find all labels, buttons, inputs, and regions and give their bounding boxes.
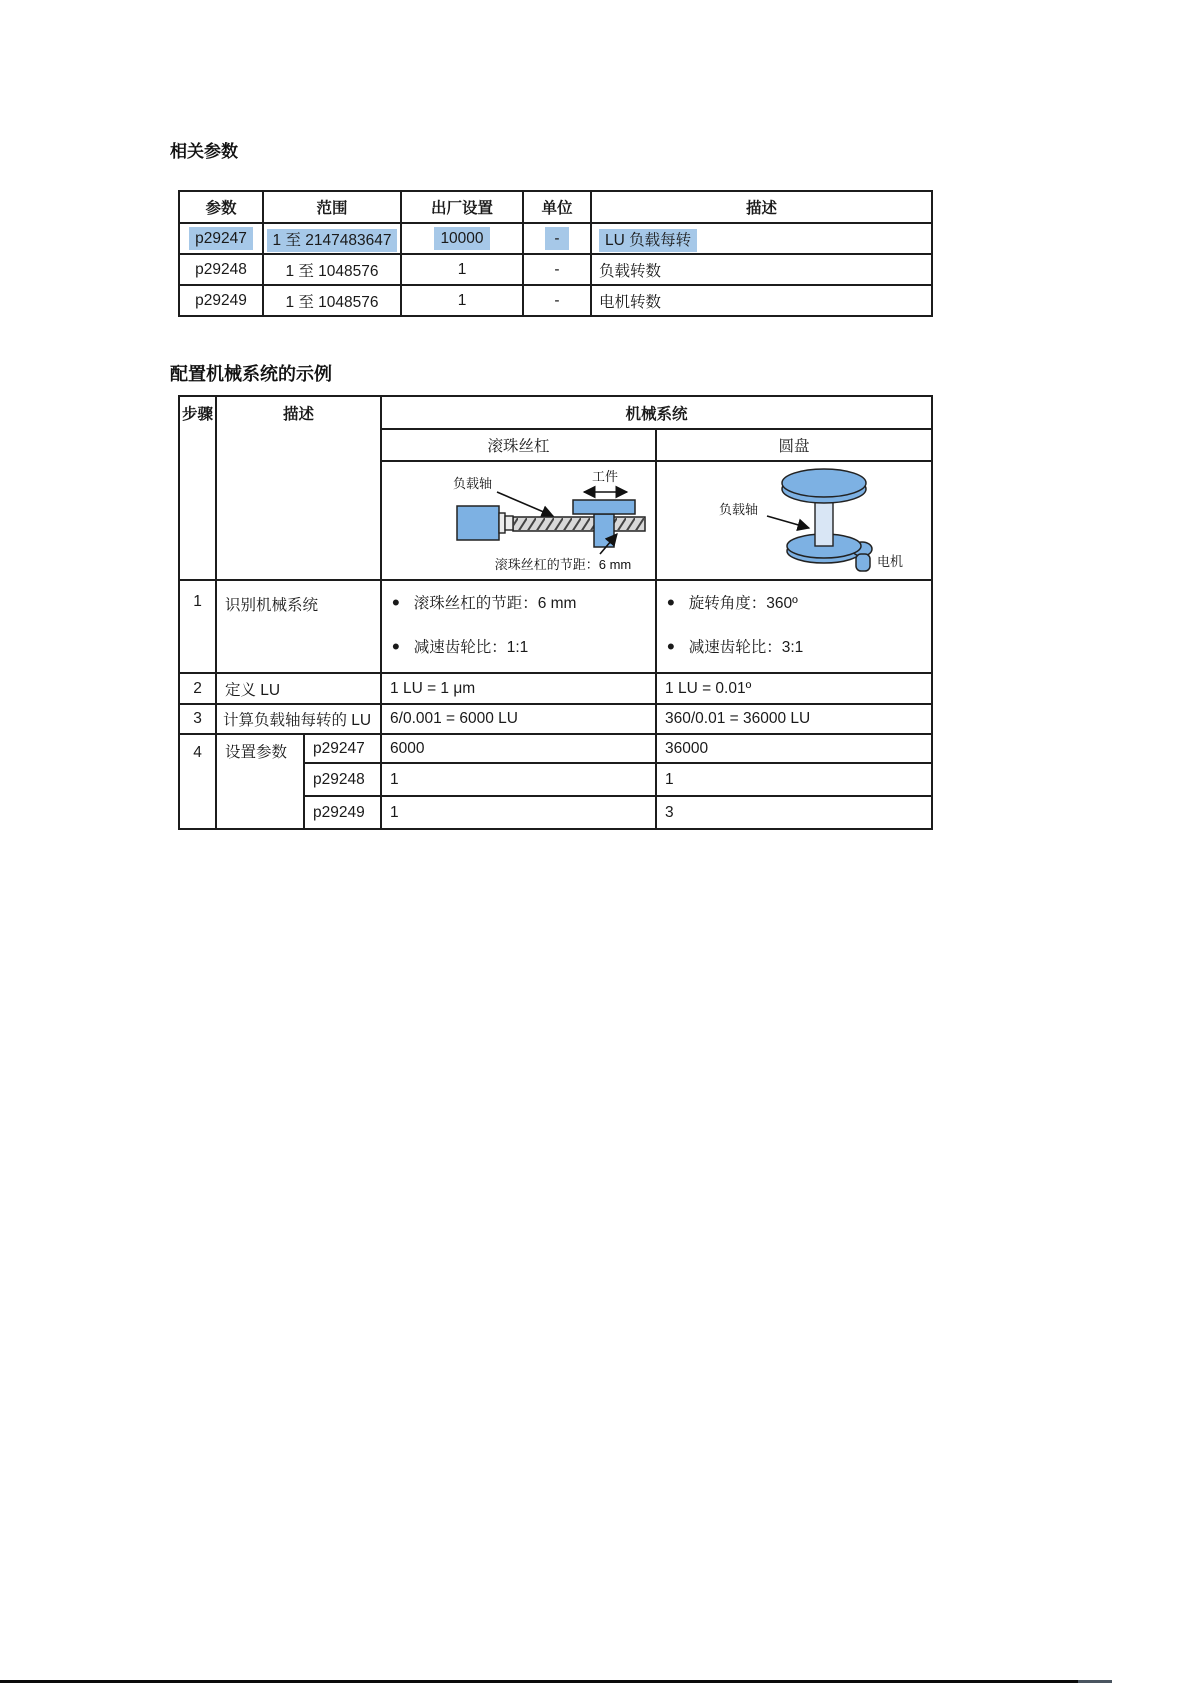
param-name: p29248 <box>304 763 381 796</box>
header-step: 步骤 <box>179 396 216 580</box>
param-unit: - <box>523 254 591 285</box>
window-bottom-edge <box>0 1680 1078 1683</box>
step-number: 3 <box>179 704 216 734</box>
param-name: p29249 <box>304 796 381 829</box>
step-number: 2 <box>179 673 216 704</box>
header-desc: 描述 <box>216 396 381 580</box>
header-param: 参数 <box>179 191 263 223</box>
ballscrew-value: 6/0.001 = 6000 LU <box>381 704 656 734</box>
config-row-1 <box>179 580 932 673</box>
motor-body <box>856 554 870 571</box>
param-unit: - <box>523 285 591 316</box>
disc-value: 1 <box>656 763 932 796</box>
workpiece-label: 工件 <box>592 469 619 484</box>
selection-highlight: p29247 <box>189 227 253 250</box>
param-name: p29248 <box>179 254 263 285</box>
param-row-p29247 <box>179 223 932 254</box>
param-range: 1 至 1048576 <box>263 285 401 316</box>
ballscrew-value: 1 LU = 1 μm <box>381 673 656 704</box>
bullet-item: • 减速齿轮比：1:1 <box>392 636 655 658</box>
motor-block <box>457 506 499 540</box>
coupling-flange <box>499 513 505 533</box>
step-desc: 设置参数 <box>216 734 304 829</box>
param-row-p29248 <box>179 254 932 285</box>
param-desc: LU 负载每转 <box>591 223 932 254</box>
param-factory: 10000 <box>401 223 523 254</box>
ballscrew-diagram <box>383 462 654 574</box>
workpiece-bar <box>573 500 635 514</box>
header-unit: 单位 <box>523 191 591 223</box>
disc-value: 36000 <box>656 734 932 763</box>
bullet-item: • 减速齿轮比：3:1 <box>667 636 931 658</box>
config-row-4a <box>179 734 932 763</box>
disc-value: 1 LU = 0.01º <box>656 673 932 704</box>
ballscrew-value: 6000 <box>381 734 656 763</box>
param-name: p29247 <box>304 734 381 763</box>
param-factory: 1 <box>401 254 523 285</box>
coupling <box>505 516 513 530</box>
load-axis-label: 负载轴 <box>453 476 493 491</box>
window-bottom-edge-tail <box>1078 1680 1112 1683</box>
disc-values <box>656 580 932 673</box>
subheader-disc: 圆盘 <box>656 429 932 461</box>
disc-diagram-cell <box>656 461 932 580</box>
param-range: 1 至 2147483647 <box>263 223 401 254</box>
header-desc: 描述 <box>591 191 932 223</box>
subheader-ballscrew: 滚珠丝杠 <box>381 429 656 461</box>
step-desc: 计算负载轴每转的 LU <box>216 704 381 734</box>
param-factory: 1 <box>401 285 523 316</box>
section-title-related-params: 相关参数 <box>170 142 238 161</box>
motor-label: 电机 <box>877 554 904 569</box>
param-name <box>179 223 263 254</box>
section-title-config-example: 配置机械系统的示例 <box>170 364 332 384</box>
header-factory: 出厂设置 <box>401 191 523 223</box>
ballscrew-value: 1 <box>381 763 656 796</box>
param-desc: 电机转数 <box>591 285 932 316</box>
config-row-3 <box>179 704 932 734</box>
param-row-p29249 <box>179 285 932 316</box>
header-range: 范围 <box>263 191 401 223</box>
param-desc: 负载转数 <box>591 254 932 285</box>
step-number: 1 <box>179 580 216 673</box>
ballscrew-values <box>381 580 656 673</box>
config-row-2 <box>179 673 932 704</box>
ballscrew-diagram-cell <box>381 461 656 580</box>
ballscrew-value: 1 <box>381 796 656 829</box>
load-axis-arrow <box>767 516 809 528</box>
param-name: p29249 <box>179 285 263 316</box>
step-desc: 识别机械系统 <box>216 580 381 673</box>
disc-top <box>782 469 866 497</box>
disc-diagram <box>657 462 931 574</box>
load-axis-label: 负载轴 <box>719 502 759 517</box>
params-header-row <box>179 191 932 223</box>
config-header-row <box>179 396 932 429</box>
params-table <box>178 190 933 317</box>
bullet-item: • 旋转角度：360º <box>667 592 931 614</box>
pitch-caption: 滚珠丝杠的节距：6 mm <box>494 557 632 572</box>
disc-value: 3 <box>656 796 932 829</box>
step-number: 4 <box>179 734 216 829</box>
header-mech-system: 机械系统 <box>381 396 932 429</box>
param-unit: - <box>523 223 591 254</box>
param-range: 1 至 1048576 <box>263 254 401 285</box>
step-desc: 定义 LU <box>216 673 381 704</box>
screw-thread-hatch <box>514 518 644 530</box>
config-table <box>178 395 933 830</box>
disc-value: 360/0.01 = 36000 LU <box>656 704 932 734</box>
bullet-item: • 滚珠丝杠的节距：6 mm <box>392 592 655 614</box>
